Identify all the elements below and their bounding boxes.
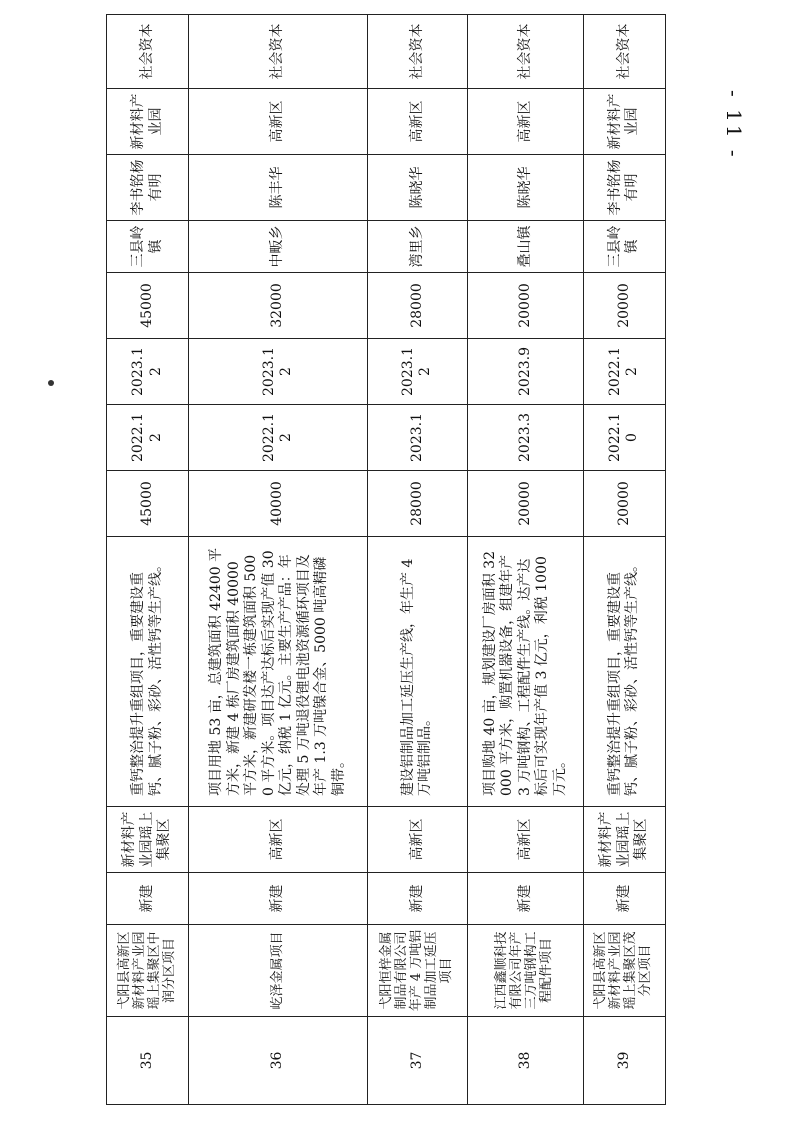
cell-responsible-unit: 新材料产业园 — [107, 89, 189, 155]
cell-type: 新建 — [189, 873, 367, 925]
cell-funding: 社会资本 — [367, 15, 467, 89]
cell-funding: 社会资本 — [107, 15, 189, 89]
cell-project-name: 弋阳恒梓金属制品有限公司年产 4 万吨铝制品加工延压项目 — [367, 925, 467, 1017]
cell-content: 重钙整治提升重组项目，重要建设重钙、腻子粉、彩砂、活性钙等生产线。 — [107, 537, 189, 807]
cell-responsible-unit: 高新区 — [468, 89, 584, 155]
page-number: - 11 - — [722, 90, 746, 160]
cell-annual-investment: 28000 — [367, 273, 467, 339]
cell-leader: 李书铭杨有明 — [583, 155, 665, 221]
cell-type: 新建 — [367, 873, 467, 925]
cell-project-name: 弋阳县高新区新材料产业园瑶上集聚区中润分区项目 — [107, 925, 189, 1017]
cell-end-date: 2023.9 — [468, 339, 584, 405]
cell-annual-investment: 20000 — [583, 273, 665, 339]
cell-annual-investment: 20000 — [468, 273, 584, 339]
cell-no: 37 — [367, 1017, 467, 1105]
rotated-table-container — [106, 23, 666, 1105]
cell-location: 高新区 — [367, 807, 467, 873]
cell-responsible-unit: 高新区 — [189, 89, 367, 155]
cell-project-name: 屹泽金属项目 — [189, 925, 367, 1017]
cell-type: 新建 — [583, 873, 665, 925]
cell-total-investment: 20000 — [583, 471, 665, 537]
cell-location: 新材料产业园瑶上集聚区 — [583, 807, 665, 873]
cell-no: 39 — [583, 1017, 665, 1105]
cell-town: 三县岭镇 — [107, 221, 189, 273]
cell-project-name: 弋阳县高新区新材料产业园瑶上集聚区茂分区项目 — [583, 925, 665, 1017]
table-row — [468, 15, 584, 1105]
cell-no: 36 — [189, 1017, 367, 1105]
cell-town: 三县岭镇 — [583, 221, 665, 273]
cell-town: 中畈乡 — [189, 221, 367, 273]
cell-content: 重钙整治提升重组项目，重要建设重钙、腻子粉、彩砂、活性钙等生产线。 — [583, 537, 665, 807]
cell-leader: 陈丰华 — [189, 155, 367, 221]
cell-location: 高新区 — [189, 807, 367, 873]
cell-funding: 社会资本 — [583, 15, 665, 89]
table-row — [107, 15, 189, 1105]
project-table — [106, 14, 666, 1105]
table-row — [583, 15, 665, 1105]
cell-end-date: 2023.12 — [107, 339, 189, 405]
cell-content: 建设铝制品加工延压生产线，年生产 4 万吨铝制品。 — [367, 537, 467, 807]
cell-annual-investment: 45000 — [107, 273, 189, 339]
cell-responsible-unit: 新材料产业园 — [583, 89, 665, 155]
cell-project-name: 江西鑫顺科技有限公司年产三万吨钢构工程配件项目 — [468, 925, 584, 1017]
cell-town: 湾里乡 — [367, 221, 467, 273]
cell-total-investment: 28000 — [367, 471, 467, 537]
cell-town: 叠山镇 — [468, 221, 584, 273]
cell-responsible-unit: 高新区 — [367, 89, 467, 155]
cell-start-date: 2022.12 — [189, 405, 367, 471]
cell-end-date: 2023.12 — [189, 339, 367, 405]
cell-start-date: 2022.12 — [107, 405, 189, 471]
cell-start-date: 2023.3 — [468, 405, 584, 471]
table-body — [107, 15, 666, 1105]
cell-leader: 陈晓华 — [468, 155, 584, 221]
cell-no: 35 — [107, 1017, 189, 1105]
table-row — [189, 15, 367, 1105]
cell-leader: 李书铭杨有明 — [107, 155, 189, 221]
cell-total-investment: 45000 — [107, 471, 189, 537]
cell-funding: 社会资本 — [468, 15, 584, 89]
cell-leader: 陈晓华 — [367, 155, 467, 221]
cell-content: 项目购地 40 亩，规划建设厂房面积 32000 平方米，购置机器设备，组建年产 3 万吨钢构、工程配件生产线。达产达标后可实现年产值 3 亿元，利税 1000 万元。 — [468, 537, 584, 807]
cell-type: 新建 — [468, 873, 584, 925]
cell-type: 新建 — [107, 873, 189, 925]
cell-location: 新材料产业园瑶上集聚区 — [107, 807, 189, 873]
cell-total-investment: 20000 — [468, 471, 584, 537]
scan-speck — [48, 380, 54, 386]
table-row — [367, 15, 467, 1105]
cell-location: 高新区 — [468, 807, 584, 873]
cell-end-date: 2022.12 — [583, 339, 665, 405]
cell-content: 项目用地 53 亩，总建筑面积 42400 平方米，新建 4 栋厂房建筑面积 40000 平方米，新建研发楼一栋建筑面积 5000 平方米。项目达产达标后实现产值 30 亿元，纳税 1 亿元。主要生产产品：年处理 5 万吨退役锂电池资源循环项目及年产 1.3 万吨镍合金、5000 吨高精磷铜带。 — [189, 537, 367, 807]
cell-start-date: 2022.10 — [583, 405, 665, 471]
cell-total-investment: 40000 — [189, 471, 367, 537]
cell-no: 38 — [468, 1017, 584, 1105]
cell-annual-investment: 32000 — [189, 273, 367, 339]
cell-start-date: 2023.1 — [367, 405, 467, 471]
cell-end-date: 2023.12 — [367, 339, 467, 405]
cell-funding: 社会资本 — [189, 15, 367, 89]
